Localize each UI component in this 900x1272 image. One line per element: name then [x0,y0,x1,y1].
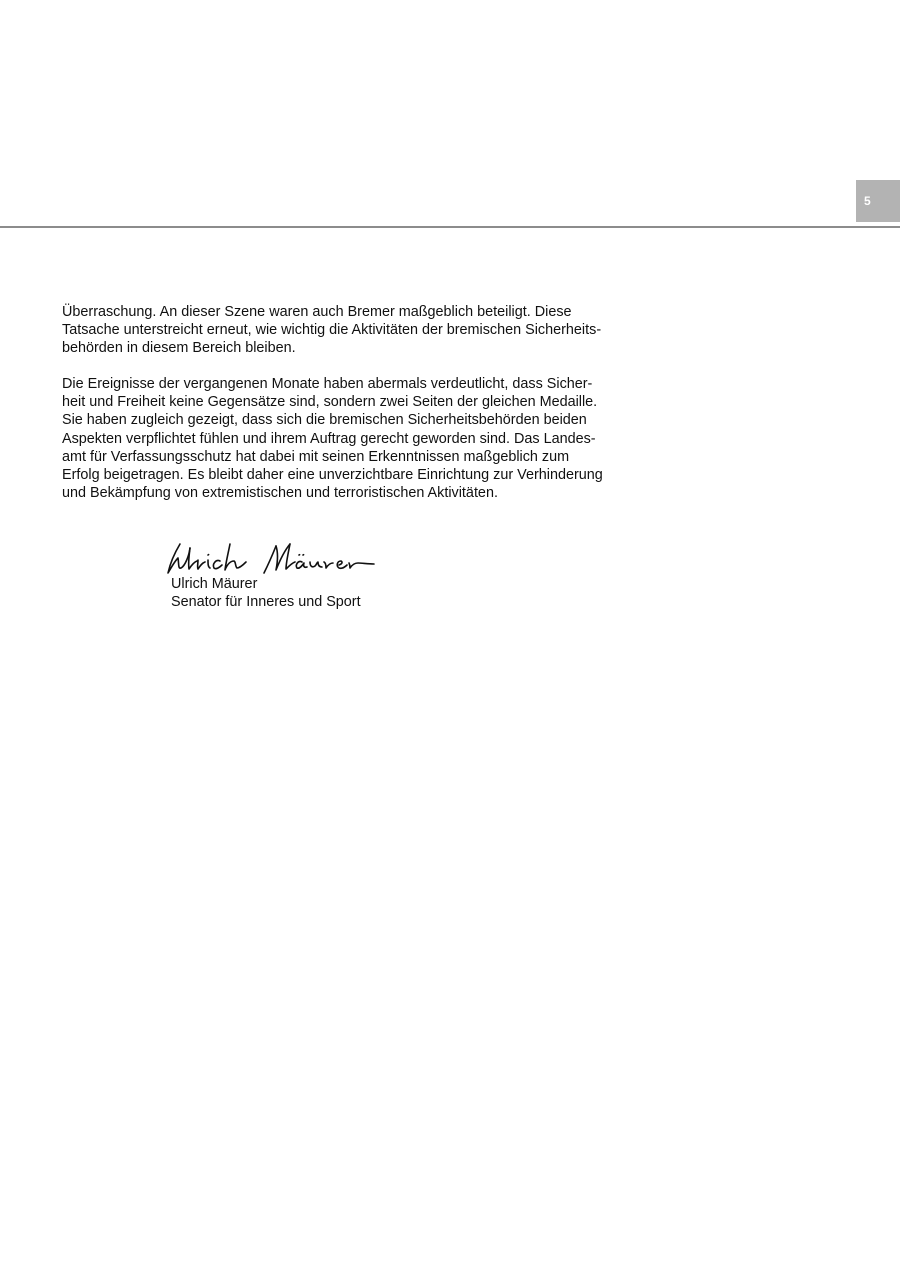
signer-name: Ulrich Mäurer [171,576,258,592]
page-number-tab [856,180,900,222]
text-line: und Bekämpfung von extremistischen und terroristischen Aktivitäten. [62,484,498,501]
signer-title: Senator für Inneres und Sport [171,594,361,611]
text-line: Sie haben zugleich gezeigt, dass sich die bremischen Sicherheitsbehörden beiden [62,412,587,429]
text-line: Die Ereignisse der vergangenen Monate haben abermals verdeutlicht, dass Sicher- [62,376,593,393]
text-line: amt für Verfassungsschutz hat dabei mit seinen Erkenntnissen maßgeblich zum [62,448,570,465]
text-line: Tatsache unterstreicht erneut, wie wichtig die Aktivitäten der bremischen Sicherheits- [62,322,602,339]
paragraph-1 [62,303,622,357]
text-line: heit und Freiheit keine Gegensätze sind, sondern zwei Seiten der gleichen Medaille. [62,394,598,411]
text-line: Erfolg beigetragen. Es bleibt daher eine unverzichtbare Einrichtung zur Verhinderung [62,466,603,483]
page-number: 5 [864,194,871,208]
text-line: Überraschung. An dieser Szene waren auch Bremer maßgeblich beteiligt. Diese [62,304,572,320]
header-divider [0,226,900,228]
handwritten-signature [164,536,380,578]
text-line: Aspekten verpflichtet fühlen und ihrem Auftrag gerecht geworden sind. Das Landes- [62,430,596,447]
text-line: behörden in diesem Bereich bleiben. [62,340,296,357]
paragraph-2 [62,375,622,502]
signer-block [171,575,361,611]
body-text [62,303,622,502]
